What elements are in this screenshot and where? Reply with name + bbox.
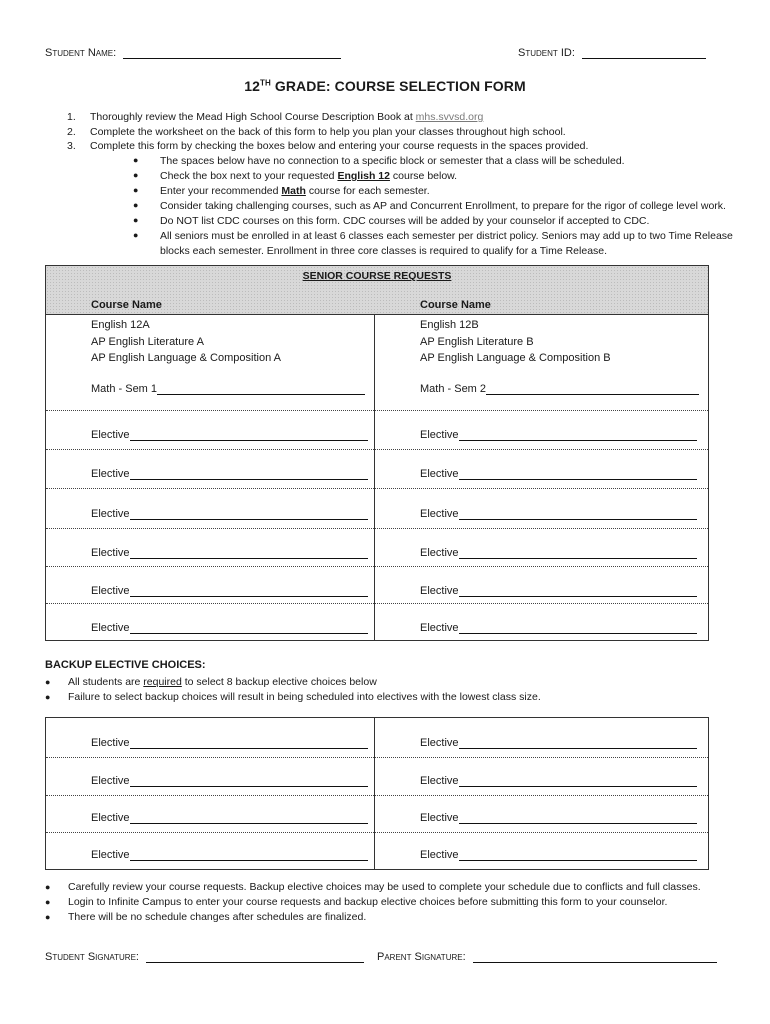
- course-option[interactable]: AP English Literature B: [420, 335, 534, 348]
- row-divider: [46, 488, 708, 489]
- student-id-input[interactable]: [582, 47, 706, 59]
- course-option[interactable]: English 12B: [420, 319, 479, 331]
- elective-field[interactable]: Elective: [420, 585, 697, 597]
- elective-field[interactable]: Elective: [91, 508, 368, 520]
- instruction-number: 1.: [67, 111, 76, 123]
- backup-elective-table: [45, 717, 709, 870]
- footer-bullet-3: There will be no schedule changes after schedules are finalized.: [68, 911, 367, 923]
- elective-input[interactable]: [459, 508, 697, 520]
- backup-heading: BACKUP ELECTIVE CHOICES:: [45, 659, 206, 671]
- backup-elective-field[interactable]: Elective: [420, 737, 697, 749]
- bullet-icon: ●: [133, 200, 139, 210]
- elective-input[interactable]: [130, 429, 368, 441]
- student-signature-field: [45, 951, 364, 963]
- row-divider: [46, 528, 708, 529]
- elective-input[interactable]: [130, 547, 368, 559]
- elective-field[interactable]: Elective: [91, 468, 368, 480]
- backup-elective-input[interactable]: [130, 849, 368, 861]
- bullet-icon: ●: [45, 882, 51, 892]
- column-divider: [374, 315, 375, 640]
- elective-field[interactable]: Elective: [91, 585, 368, 597]
- elective-field[interactable]: Elective: [420, 429, 697, 441]
- instruction-number: 2.: [67, 126, 76, 138]
- student-id-label: Student ID:: [518, 47, 575, 59]
- bullet-icon: ●: [133, 155, 139, 165]
- backup-elective-input[interactable]: [459, 849, 697, 861]
- col-header-right: Course Name: [420, 299, 491, 311]
- sub-bullet-6: All seniors must be enrolled in at least 6 classes each semester per district policy. Seniors may add up to two Time Release blocks each semester. Enrollment in three core classes is required to qualify for a Time Release.: [160, 230, 733, 257]
- sub-bullet-3: Enter your recommended Math course for each semester.: [160, 185, 430, 197]
- student-signature-input[interactable]: [146, 951, 364, 963]
- backup-elective-input[interactable]: [130, 737, 368, 749]
- elective-field[interactable]: Elective: [91, 429, 368, 441]
- bullet-icon: ●: [45, 692, 51, 702]
- row-divider: [46, 603, 708, 604]
- instruction-3: Complete this form by checking the boxes below and entering your course requests in the spaces provided.: [90, 140, 589, 152]
- backup-elective-field[interactable]: Elective: [91, 775, 368, 787]
- elective-input[interactable]: [459, 547, 697, 559]
- sub-bullet-1: The spaces below have no connection to a specific block or semester that a class will be scheduled.: [160, 155, 625, 167]
- bullet-icon: ●: [133, 215, 139, 225]
- sub-bullet-2: Check the box next to your requested English 12 course below.: [160, 170, 458, 182]
- sub-bullet-4: Consider taking challenging courses, such as AP and Concurrent Enrollment, to prepare for the rigor of college level work.: [160, 200, 726, 212]
- english-options-left[interactable]: [91, 317, 281, 367]
- student-name-field: [45, 47, 341, 59]
- bullet-icon: ●: [133, 185, 139, 195]
- backup-bullet-2: Failure to select backup choices will result in being scheduled into electives with the lowest class size.: [68, 691, 541, 703]
- bullet-icon: ●: [133, 230, 139, 240]
- backup-elective-field[interactable]: Elective: [91, 812, 368, 824]
- column-divider: [374, 718, 375, 869]
- backup-elective-field[interactable]: Elective: [91, 737, 368, 749]
- english-options-right[interactable]: [420, 317, 611, 367]
- senior-course-table: [45, 265, 709, 641]
- backup-elective-input[interactable]: [459, 737, 697, 749]
- row-divider: [46, 449, 708, 450]
- elective-input[interactable]: [459, 429, 697, 441]
- math-sem2-input[interactable]: [486, 383, 699, 395]
- elective-input[interactable]: [130, 508, 368, 520]
- parent-signature-field: [377, 951, 717, 963]
- row-divider: [46, 795, 708, 796]
- bullet-icon: ●: [45, 677, 51, 687]
- backup-elective-input[interactable]: [459, 775, 697, 787]
- row-divider: [46, 832, 708, 833]
- page-title: 12TH GRADE: COURSE SELECTION FORM: [244, 78, 526, 94]
- table-title: SENIOR COURSE REQUESTS: [302, 270, 452, 282]
- course-option[interactable]: AP English Language & Composition B: [420, 352, 611, 364]
- parent-signature-input[interactable]: [473, 951, 717, 963]
- backup-elective-field[interactable]: Elective: [420, 849, 697, 861]
- elective-field[interactable]: Elective: [420, 622, 697, 634]
- backup-bullet-1: All students are required to select 8 backup elective choices below: [68, 676, 377, 688]
- elective-field[interactable]: Elective: [420, 547, 697, 559]
- backup-elective-field[interactable]: Elective: [420, 775, 697, 787]
- col-header-left: Course Name: [91, 299, 162, 311]
- row-divider: [46, 410, 708, 411]
- instruction-2: Complete the worksheet on the back of this form to help you plan your classes throughout high school.: [90, 126, 566, 138]
- elective-input[interactable]: [459, 585, 697, 597]
- elective-input[interactable]: [130, 622, 368, 634]
- elective-field[interactable]: Elective: [91, 547, 368, 559]
- math-sem1-field[interactable]: Math - Sem 1: [91, 383, 365, 395]
- backup-elective-field[interactable]: Elective: [420, 812, 697, 824]
- student-name-label: Student Name:: [45, 47, 117, 59]
- student-name-input[interactable]: [123, 47, 341, 59]
- footer-bullet-2: Login to Infinite Campus to enter your course requests and backup elective choices before submitting this form to your counselor.: [68, 896, 668, 908]
- bullet-icon: ●: [45, 912, 51, 922]
- backup-elective-input[interactable]: [130, 812, 368, 824]
- sub-bullet-5: Do NOT list CDC courses on this form. CDC courses will be added by your counselor if accepted to CDC.: [160, 215, 650, 227]
- row-divider: [46, 757, 708, 758]
- elective-field[interactable]: Elective: [420, 468, 697, 480]
- elective-field[interactable]: Elective: [420, 508, 697, 520]
- bullet-icon: ●: [45, 897, 51, 907]
- footer-bullet-1: Carefully review your course requests. Backup elective choices may be used to complete your schedule due to conflicts and full classes.: [68, 881, 701, 893]
- table-header: [46, 266, 708, 315]
- instruction-1: Thoroughly review the Mead High School Course Description Book at mhs.svvsd.org: [90, 111, 484, 123]
- elective-input[interactable]: [459, 622, 697, 634]
- elective-field[interactable]: Elective: [91, 622, 368, 634]
- elective-input[interactable]: [130, 585, 368, 597]
- course-option[interactable]: AP English Literature A: [91, 335, 204, 348]
- student-id-field: [518, 47, 706, 59]
- backup-elective-input[interactable]: [130, 775, 368, 787]
- elective-input[interactable]: [459, 468, 697, 480]
- backup-elective-field[interactable]: Elective: [91, 849, 368, 861]
- student-signature-label: Student Signature:: [45, 951, 139, 963]
- parent-signature-label: Parent Signature:: [377, 951, 466, 963]
- math-sem1-input[interactable]: [157, 383, 365, 395]
- instruction-number: 3.: [67, 140, 76, 152]
- course-option[interactable]: English 12A: [91, 319, 150, 331]
- bullet-icon: ●: [133, 170, 139, 180]
- backup-elective-input[interactable]: [459, 812, 697, 824]
- course-book-link[interactable]: mhs.svvsd.org: [415, 111, 484, 123]
- course-option[interactable]: AP English Language & Composition A: [91, 352, 281, 364]
- math-sem2-field[interactable]: Math - Sem 2: [420, 383, 699, 395]
- row-divider: [46, 566, 708, 567]
- elective-input[interactable]: [130, 468, 368, 480]
